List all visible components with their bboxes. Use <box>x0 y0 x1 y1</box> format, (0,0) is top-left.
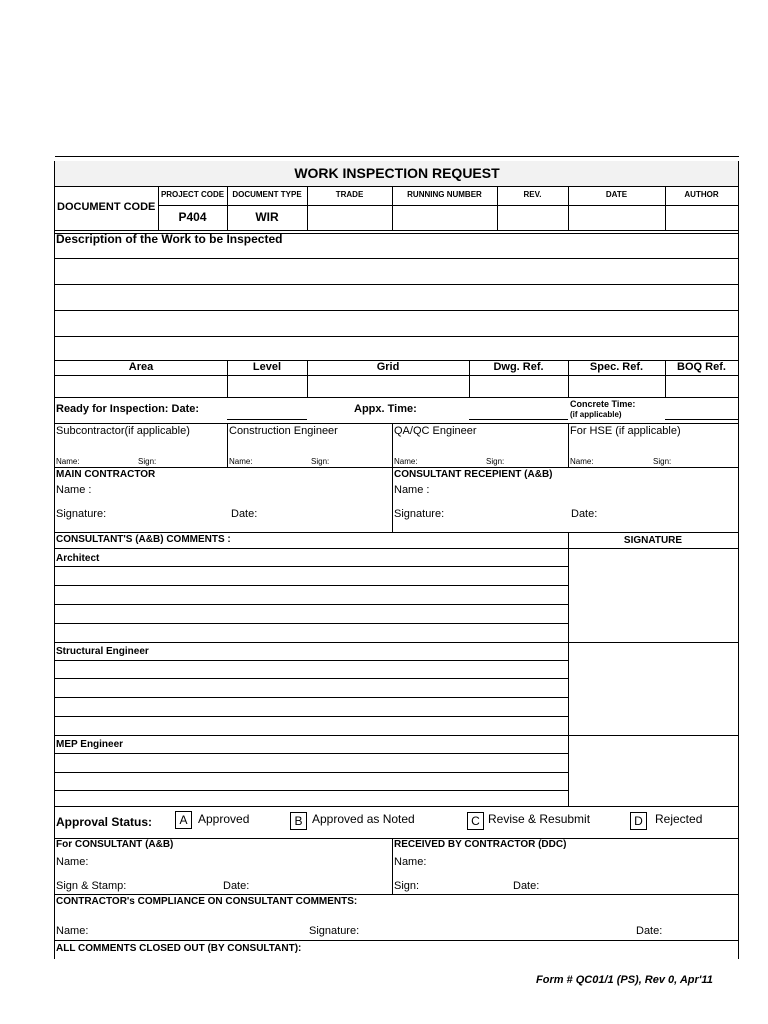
col-document-type: DOCUMENT TYPE <box>232 190 302 199</box>
architect-label: Architect <box>56 553 100 564</box>
architect-signature-field[interactable] <box>569 549 738 642</box>
project-code-value[interactable]: P404 <box>178 210 207 224</box>
structural-signature-field[interactable] <box>569 643 738 735</box>
approval-c-checkbox[interactable]: C <box>467 812 484 830</box>
construction-engineer-label: Construction Engineer <box>229 425 338 437</box>
fc-date-label: Date: <box>223 880 250 892</box>
mc-name-label: Name : <box>56 484 92 496</box>
rc-sign-label: Sign: <box>394 880 420 892</box>
approval-d-label: Rejected <box>655 812 703 826</box>
concrete-if-applicable: (if applicable) <box>570 410 622 419</box>
comments-closed-out-label: ALL COMMENTS CLOSED OUT (BY CONSULTANT): <box>56 943 302 954</box>
author-field[interactable] <box>666 206 738 230</box>
approval-c-label: Revise & Resubmit <box>488 812 591 826</box>
fc-name-label: Name: <box>56 856 89 868</box>
approval-b-label: Approved as Noted <box>312 812 415 826</box>
hse-label: For HSE (if applicable) <box>570 425 681 437</box>
trade-field[interactable] <box>308 206 392 230</box>
col-project-code: PROJECT CODE <box>160 190 225 199</box>
cc-date-label: Date: <box>636 925 663 937</box>
rc-date-label: Date: <box>513 880 540 892</box>
contractor-compliance-label: CONTRACTOR's COMPLIANCE ON CONSULTANT COMMENTS: <box>56 896 358 907</box>
mep-engineer-label: MEP Engineer <box>56 739 124 750</box>
document-type-value[interactable]: WIR <box>255 210 279 224</box>
ready-for-inspection-label: Ready for Inspection: Date: <box>56 403 200 415</box>
form-title: WORK INSPECTION REQUEST <box>294 165 500 181</box>
received-by-contractor-label: RECEIVED BY CONTRACTOR (DDC) <box>394 839 567 850</box>
mc-signature-label: Signature: <box>56 508 107 520</box>
consultant-recipient-label: CONSULTANT RECEPIENT (A&B) <box>394 469 553 480</box>
sub-sign: Sign: <box>138 457 157 466</box>
approval-status-label: Approval Status: <box>56 815 153 829</box>
qa-name: Name: <box>394 457 418 466</box>
appx-time-label: Appx. Time: <box>354 403 417 415</box>
concrete-time-label: Concrete Time: <box>570 399 636 409</box>
ce-sign: Sign: <box>311 457 330 466</box>
mc-date-label: Date: <box>231 508 258 520</box>
col-author: AUTHOR <box>684 190 719 199</box>
qaqc-engineer-label: QA/QC Engineer <box>394 425 477 437</box>
structural-engineer-label: Structural Engineer <box>56 646 149 657</box>
fc-sign-stamp-label: Sign & Stamp: <box>56 880 127 892</box>
approval-a-label: Approved <box>198 812 250 826</box>
rev-field[interactable] <box>498 206 568 230</box>
approval-d-checkbox[interactable]: D <box>630 812 647 830</box>
cc-signature-label: Signature: <box>309 925 360 937</box>
hse-name: Name: <box>570 457 594 466</box>
cr-signature-label: Signature: <box>394 508 445 520</box>
cr-name-label: Name : <box>394 484 430 496</box>
ce-name: Name: <box>229 457 253 466</box>
approval-b-checkbox[interactable]: B <box>290 812 307 830</box>
running-number-field[interactable] <box>393 206 497 230</box>
for-consultant-label: For CONSULTANT (A&B) <box>56 839 174 850</box>
dwg-ref-header: Dwg. Ref. <box>493 361 544 373</box>
description-label: Description of the Work to be Inspected <box>56 232 283 246</box>
sub-name: Name: <box>56 457 80 466</box>
boq-ref-header: BOQ Ref. <box>677 361 726 373</box>
date-field[interactable] <box>569 206 665 230</box>
form-footer: Form # QC01/1 (PS), Rev 0, Apr'11 <box>536 974 713 986</box>
consultant-comments-label: CONSULTANT'S (A&B) COMMENTS : <box>56 534 231 545</box>
approval-a-checkbox[interactable]: A <box>175 811 192 829</box>
signature-header: SIGNATURE <box>623 535 683 546</box>
document-code-label: DOCUMENT CODE <box>57 201 156 213</box>
cr-date-label: Date: <box>571 508 598 520</box>
col-running-number: RUNNING NUMBER <box>407 190 482 199</box>
spec-ref-header: Spec. Ref. <box>589 361 644 373</box>
level-header: Level <box>252 361 282 373</box>
area-header: Area <box>128 361 154 373</box>
col-trade: TRADE <box>335 190 364 199</box>
rc-name-label: Name: <box>394 856 427 868</box>
col-date: DATE <box>605 190 628 199</box>
qa-sign: Sign: <box>486 457 505 466</box>
col-rev: REV. <box>523 190 542 199</box>
description-field[interactable] <box>55 247 738 360</box>
hse-sign: Sign: <box>653 457 672 466</box>
cc-name-label: Name: <box>56 925 89 937</box>
grid-header: Grid <box>376 361 400 373</box>
mep-signature-field[interactable] <box>569 736 738 806</box>
subcontractor-label: Subcontractor(if applicable) <box>56 425 190 437</box>
main-contractor-label: MAIN CONTRACTOR <box>56 469 156 480</box>
